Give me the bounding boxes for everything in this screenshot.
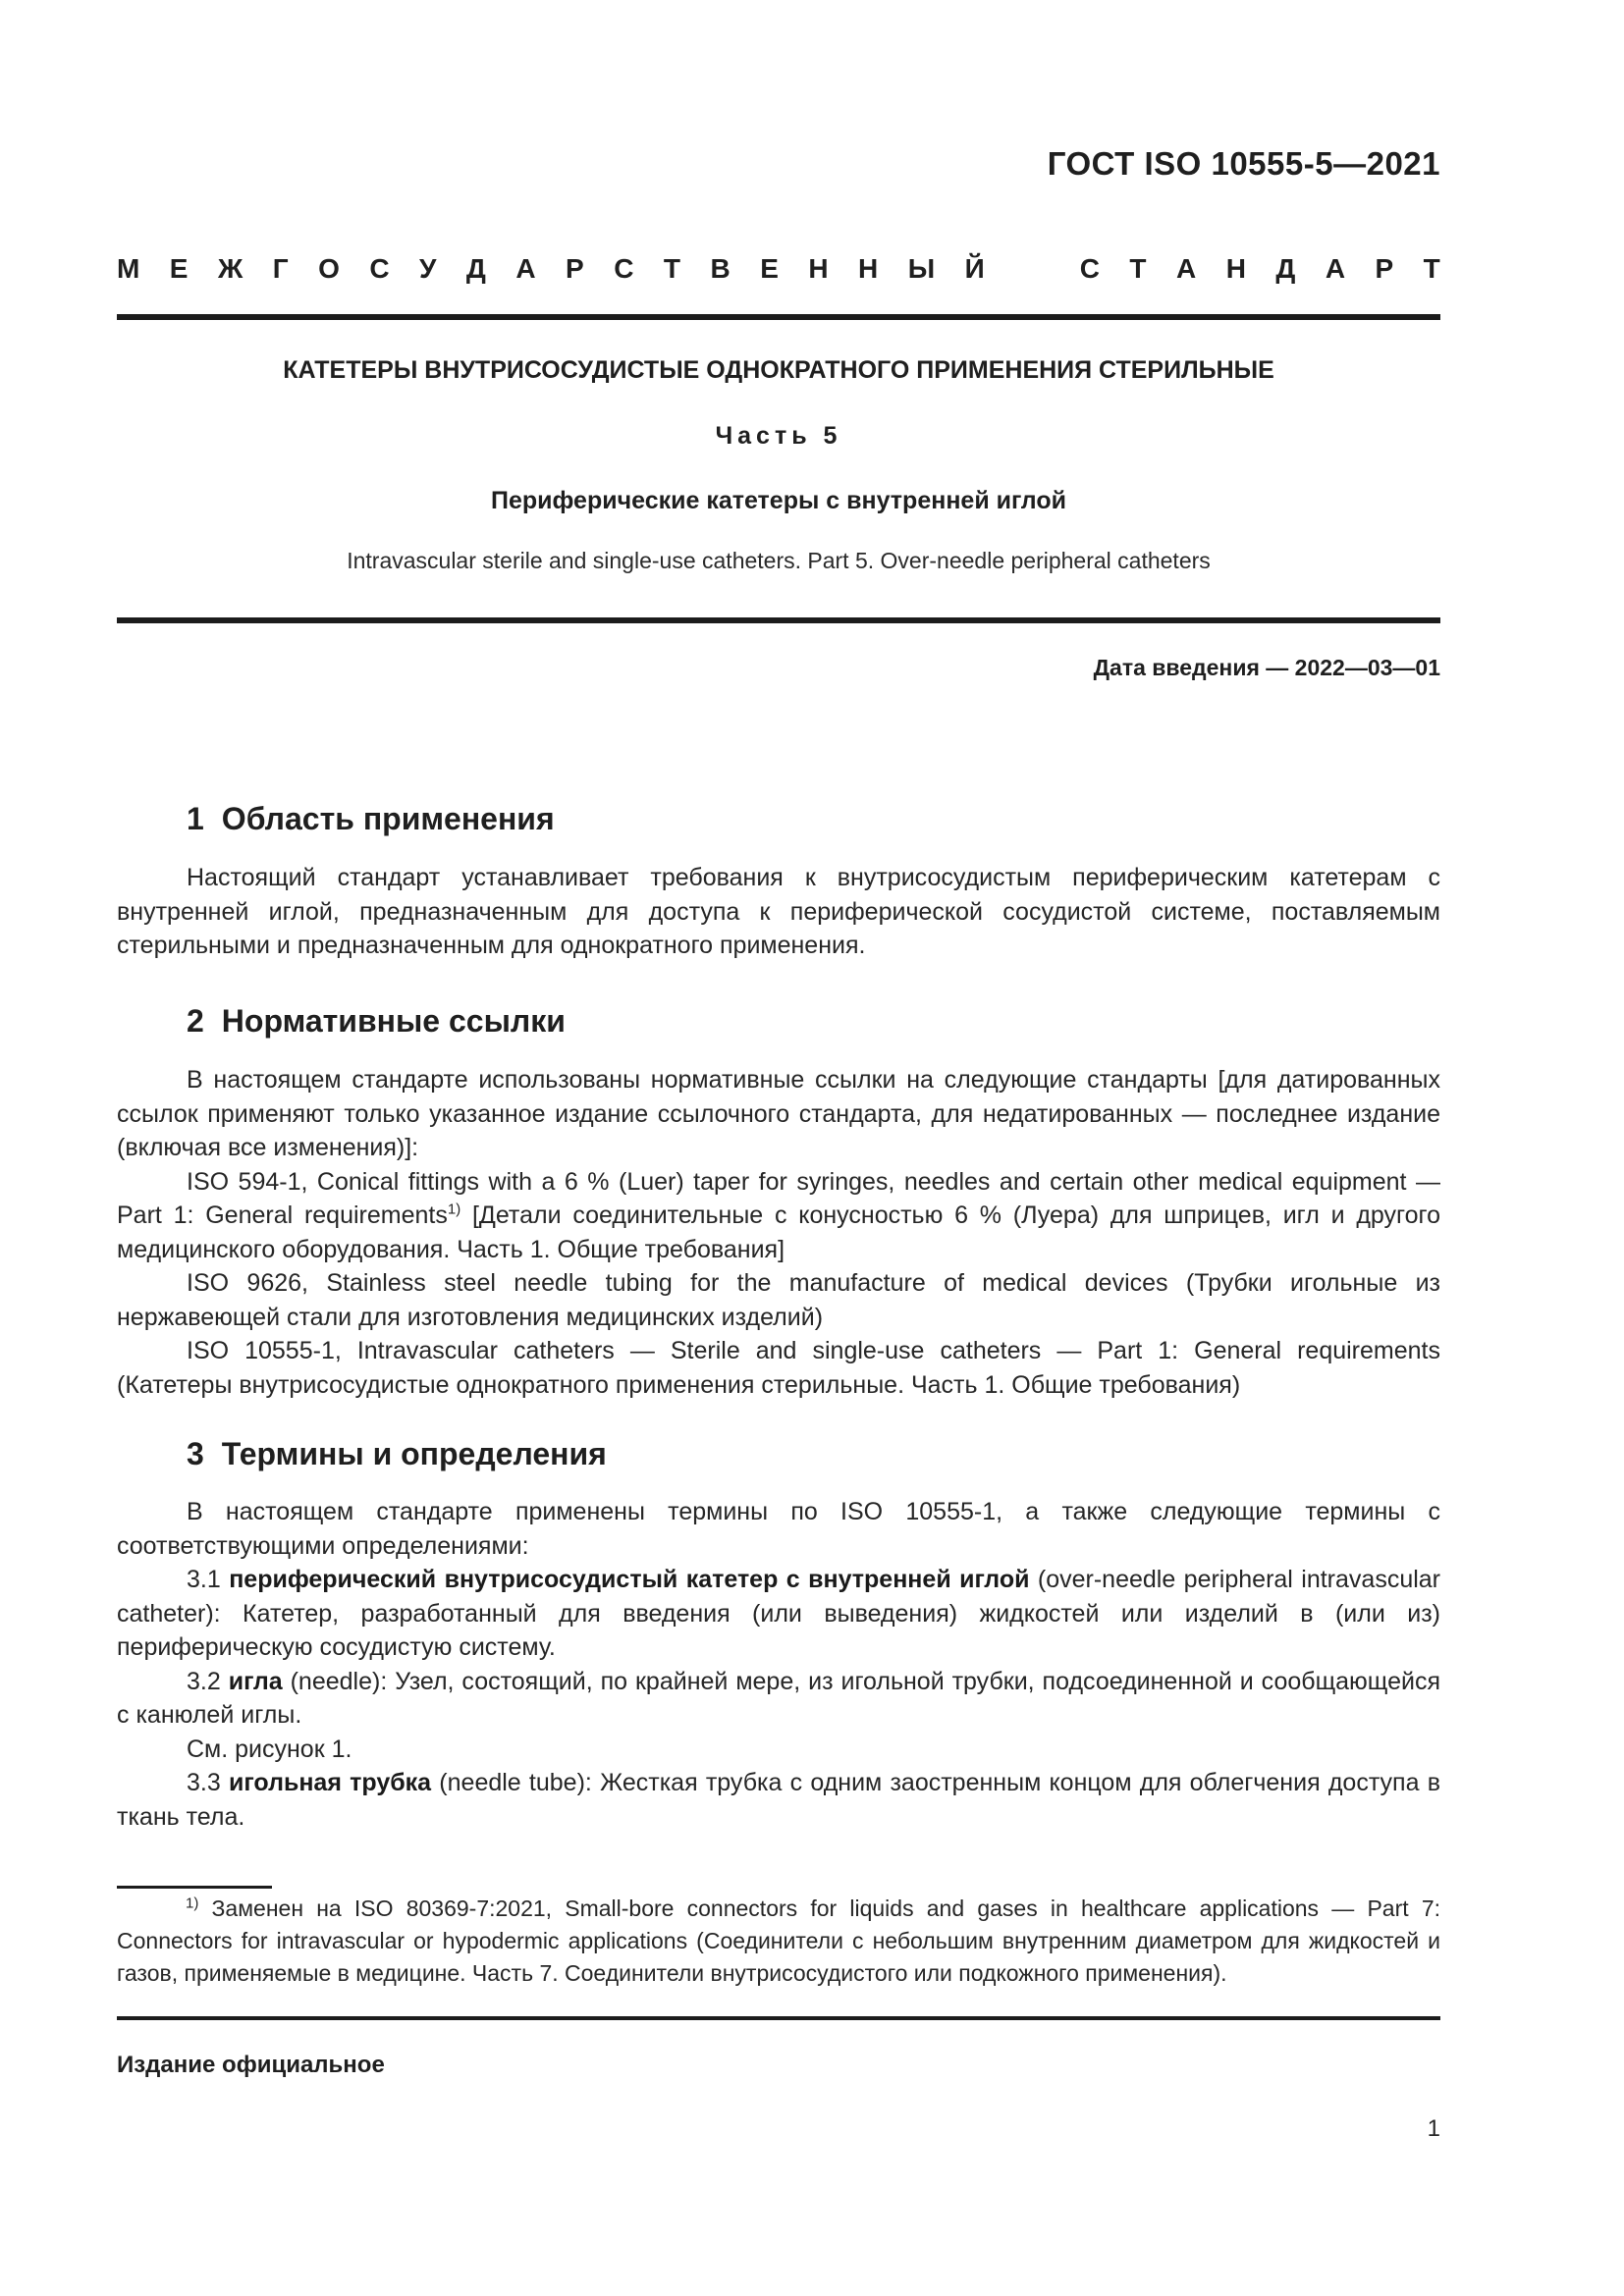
footnote-ref-marker: 1)	[447, 1201, 461, 1218]
term-3-2-number: 3.2	[187, 1667, 229, 1695]
standard-type-word-gap	[1014, 253, 1050, 285]
standard-type-letter: Н	[1225, 253, 1246, 284]
edition-label: Издание официальное	[117, 2052, 385, 2078]
section-1-title: Область применения	[221, 801, 555, 836]
standard-type-letter: Д	[1275, 253, 1296, 284]
section-1-paragraph: Настоящий стандарт устанавливает требования к внутрисосудистым периферическим катетерам с внутренней иглой, предназначенным для доступа к периферической сосудистой системе, поставляемым стерильными и предназначенным для однократного применения.	[117, 864, 1440, 959]
document-number: ГОСТ ISO 10555-5—2021	[1047, 145, 1440, 182]
standard-type-letter: А	[1325, 253, 1346, 284]
title-main: КАТЕТЕРЫ ВНУТРИСОСУДИСТЫЕ ОДНОКРАТНОГО ПРИМЕНЕНИЯ СТЕРИЛЬНЫЕ	[283, 356, 1274, 384]
reference-iso-594-1	[117, 1165, 1440, 1267]
reference-iso-594-1-text: ISO 594-1, Conical fittings with a 6 % (Luer) taper for syringes, needles and certain other medical equipment — Part 1: General requirements	[117, 1167, 1440, 1229]
section-2-body	[117, 1063, 1440, 1402]
reference-iso-594-1-translation: [Детали соединительные с конусностью 6 % (Луера) для шприцев, игл и другого медицинского оборудования. Часть 1. Общие требования]	[117, 1201, 1440, 1263]
standard-type-letter: У	[419, 253, 437, 284]
section-3-intro: В настоящем стандарте применены термины по ISO 10555-1, а также следующие термины с соответствующими определениями:	[117, 1498, 1440, 1560]
term-3-3-number: 3.3	[187, 1769, 229, 1796]
standard-type-letter: Н	[808, 253, 829, 284]
standard-type-letter: В	[710, 253, 731, 284]
standard-type-letter: С	[369, 253, 390, 284]
standard-type-letter: А	[515, 253, 536, 284]
section-2-title: Нормативные ссылки	[221, 1003, 566, 1039]
standard-type-letter: С	[1079, 253, 1100, 284]
section-3-number: 3	[187, 1436, 204, 1471]
term-3-2-definition: (needle): Узел, состоящий, по крайней мере, из игольной трубки, подсоединенной и сообщающейся с канюлей иглы.	[117, 1667, 1440, 1729]
introduction-date: Дата введения — 2022—03—01	[1093, 655, 1440, 680]
standard-type-letter: Е	[760, 253, 779, 284]
standard-type-letter: Н	[858, 253, 879, 284]
term-3-2-note: См. рисунок 1.	[187, 1735, 352, 1763]
footnote	[117, 1893, 1440, 1990]
standard-type-letter: Т	[1129, 253, 1147, 284]
standard-type-letter: Г	[272, 253, 289, 284]
section-3-heading	[187, 1436, 607, 1472]
footnote-text: Заменен на ISO 80369-7:2021, Small-bore connectors for liquids and gases in healthcare applications — Part 7: Connectors for intravascular or hypodermic applications (Соединители с небольшим внутренним диаметром для жидкостей и газов, применяемые в медицине. Часть 7. Соединители внутрисосудистого или подкожного применения).	[117, 1896, 1440, 1986]
standard-type-letter: С	[614, 253, 634, 284]
title-subtitle: Периферические катетеры с внутренней иглой	[491, 487, 1066, 514]
standard-type-letter: Е	[169, 253, 189, 284]
term-3-3-definition: (needle tube): Жесткая трубка с одним заостренным концом для облегчения доступа в ткань тела.	[117, 1769, 1440, 1831]
term-3-3	[117, 1766, 1440, 1834]
standard-type-letter: О	[318, 253, 340, 284]
section-2-heading	[187, 1003, 566, 1040]
reference-iso-9626: ISO 9626, Stainless steel needle tubing for the manufacture of medical devices (Трубки игольные из нержавеющей стали для изготовления медицинских изделий)	[117, 1269, 1440, 1331]
title-part: Часть 5	[715, 422, 842, 450]
term-3-1	[117, 1563, 1440, 1665]
term-3-1-number: 3.1	[187, 1566, 230, 1593]
footer-rule	[117, 2016, 1440, 2020]
section-3-title: Термины и определения	[221, 1436, 607, 1471]
standard-type	[117, 253, 1440, 285]
title-english: Intravascular sterile and single-use catheters. Part 5. Over-needle peripheral catheters	[347, 548, 1211, 573]
standard-type-letter: Р	[566, 253, 584, 284]
term-3-1-term: периферический внутрисосудистый катетер с внутренней иглой	[229, 1566, 1030, 1593]
standard-type-letter: Р	[1375, 253, 1394, 284]
term-3-1-definition: (over-needle peripheral intravascular catheter): Катетер, разработанный для введения (или выведения) жидкостей или изделий в (или из) периферическую сосудистую систему.	[117, 1566, 1441, 1661]
footnote-marker: 1)	[186, 1895, 199, 1912]
term-3-2-term: игла	[228, 1667, 283, 1695]
footnote-rule	[117, 1886, 272, 1889]
standard-type-letter: Д	[465, 253, 486, 284]
footnote-body	[117, 1893, 1440, 1990]
standard-type-letter: Ж	[217, 253, 244, 284]
section-2-number: 2	[187, 1003, 204, 1039]
title-rule	[117, 617, 1440, 623]
standard-type-letter: Т	[663, 253, 681, 284]
header-rule	[117, 314, 1440, 320]
standard-type-letter: Т	[1423, 253, 1440, 284]
section-1-heading	[187, 801, 555, 837]
standard-type-letter: Й	[964, 253, 985, 284]
section-1-body	[117, 861, 1440, 963]
section-1-number: 1	[187, 801, 204, 836]
page-number: 1	[1427, 2115, 1440, 2142]
term-3-3-term: игольная трубка	[228, 1769, 432, 1796]
section-3-body	[117, 1495, 1440, 1834]
standard-type-letter: М	[117, 253, 140, 284]
reference-iso-10555-1: ISO 10555-1, Intravascular catheters — Sterile and single-use catheters — Part 1: General requirements (Катетеры внутрисосудистые однократного применения стерильные. Часть 1. Общие требования)	[117, 1337, 1440, 1399]
standard-type-letter: Ы	[907, 253, 936, 284]
section-2-intro: В настоящем стандарте использованы нормативные ссылки на следующие стандарты [для датированных ссылок применяют только указанное издание ссылочного стандарта, для недатированных — последнее издание (включая все изменения)]:	[117, 1066, 1440, 1161]
standard-type-letter: А	[1175, 253, 1197, 284]
term-3-2	[117, 1665, 1440, 1733]
